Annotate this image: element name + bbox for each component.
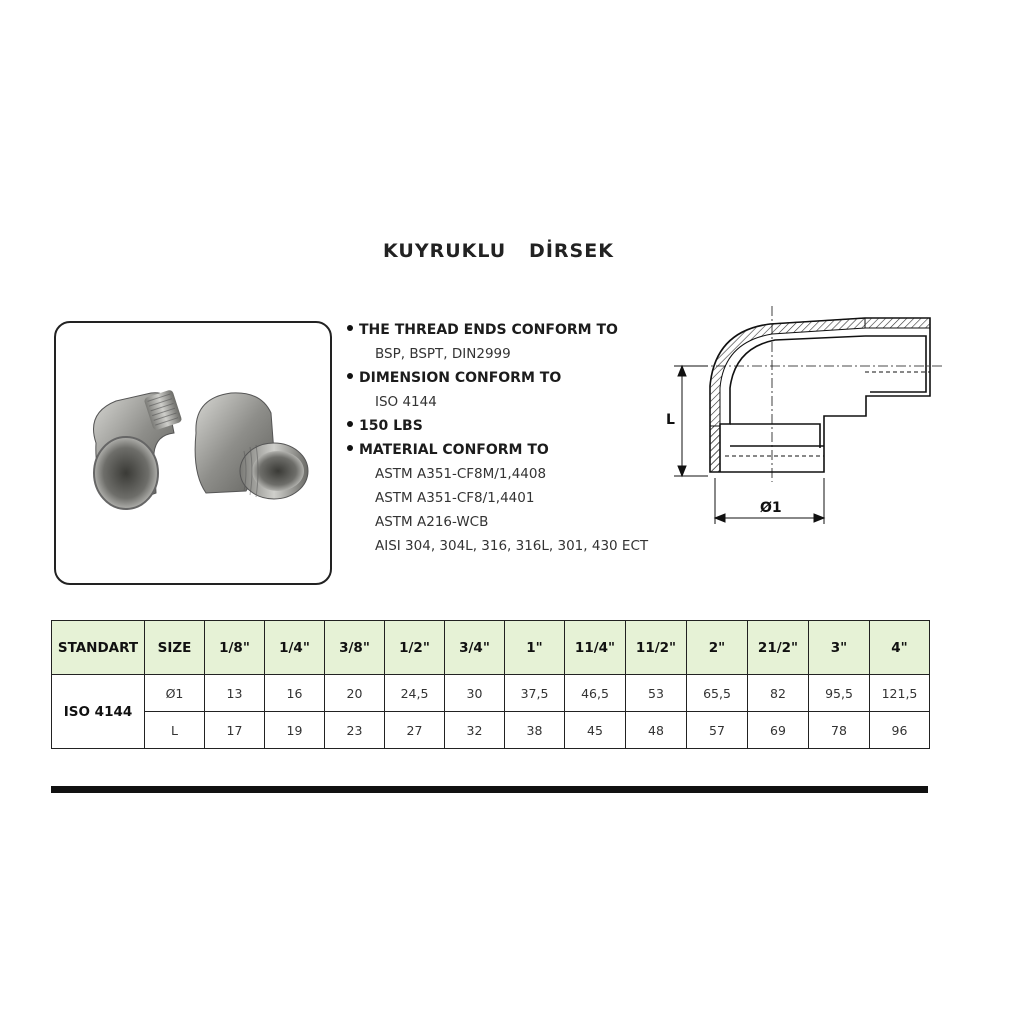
specifications-list — [347, 318, 667, 558]
table-cell: 78 — [809, 712, 870, 749]
drawing-label-diameter: Ø1 — [760, 500, 782, 516]
horizontal-divider — [51, 786, 928, 793]
technical-drawing — [660, 296, 950, 536]
row-label: Ø1 — [145, 675, 205, 712]
table-cell: 38 — [505, 712, 565, 749]
spec-line: ASTM A216-WCB — [375, 514, 489, 530]
standard-cell: ISO 4144 — [52, 675, 145, 749]
table-cell: 16 — [265, 675, 325, 712]
header-size-value: 1/2" — [385, 621, 445, 675]
header-size-value: 4" — [870, 621, 930, 675]
table-cell: 69 — [748, 712, 809, 749]
header-size-value: 11/4" — [565, 621, 626, 675]
table-header-row — [52, 621, 930, 675]
spec-line: ASTM A351-CF8/1,4401 — [375, 490, 535, 506]
header-size: SIZE — [145, 621, 205, 675]
table-cell: 96 — [870, 712, 930, 749]
spec-heading-thread: THE THREAD ENDS CONFORM TO — [347, 318, 667, 342]
header-size-value: 1/4" — [265, 621, 325, 675]
spec-line: ASTM A351-CF8M/1,4408 — [375, 466, 547, 482]
table-cell: 48 — [626, 712, 687, 749]
table-row-diameter — [52, 675, 930, 712]
spec-heading-material: MATERIAL CONFORM TO — [347, 438, 667, 462]
header-size-value: 2" — [687, 621, 748, 675]
spec-line: AISI 304, 304L, 316, 316L, 301, 430 ECT — [375, 538, 649, 554]
spec-heading-pressure: 150 LBS — [347, 414, 667, 438]
elbow-fittings-image — [56, 323, 330, 583]
bullet-icon — [347, 325, 353, 331]
table-cell: 82 — [748, 675, 809, 712]
dimension-table — [51, 620, 930, 749]
spec-heading-dimension: DIMENSION CONFORM TO — [347, 366, 667, 390]
header-size-value: 21/2" — [748, 621, 809, 675]
table-cell: 27 — [385, 712, 445, 749]
table-cell: 19 — [265, 712, 325, 749]
header-size-value: 3/4" — [445, 621, 505, 675]
header-size-value: 1/8" — [205, 621, 265, 675]
header-standard: STANDART — [52, 621, 145, 675]
bullet-icon — [347, 445, 353, 451]
spec-line: BSP, BSPT, DIN2999 — [375, 346, 511, 362]
table-cell: 65,5 — [687, 675, 748, 712]
table-cell: 20 — [325, 675, 385, 712]
table-row-length — [52, 712, 930, 749]
table-cell: 37,5 — [505, 675, 565, 712]
table-cell: 24,5 — [385, 675, 445, 712]
header-size-value: 11/2" — [626, 621, 687, 675]
table-cell: 121,5 — [870, 675, 930, 712]
header-size-value: 3/8" — [325, 621, 385, 675]
table-cell: 95,5 — [809, 675, 870, 712]
row-label: L — [145, 712, 205, 749]
page-title: KUYRUKLU DİRSEK — [383, 240, 614, 262]
table-cell: 53 — [626, 675, 687, 712]
table-cell: 46,5 — [565, 675, 626, 712]
table-cell: 45 — [565, 712, 626, 749]
table-cell: 17 — [205, 712, 265, 749]
bullet-icon — [347, 373, 353, 379]
table-cell: 13 — [205, 675, 265, 712]
bullet-icon — [347, 421, 353, 427]
header-size-value: 3" — [809, 621, 870, 675]
spec-line: ISO 4144 — [375, 394, 437, 410]
table-cell: 30 — [445, 675, 505, 712]
header-size-value: 1" — [505, 621, 565, 675]
table-cell: 57 — [687, 712, 748, 749]
product-photo — [54, 321, 332, 585]
table-cell: 23 — [325, 712, 385, 749]
table-cell: 32 — [445, 712, 505, 749]
drawing-label-length: L — [666, 412, 675, 428]
